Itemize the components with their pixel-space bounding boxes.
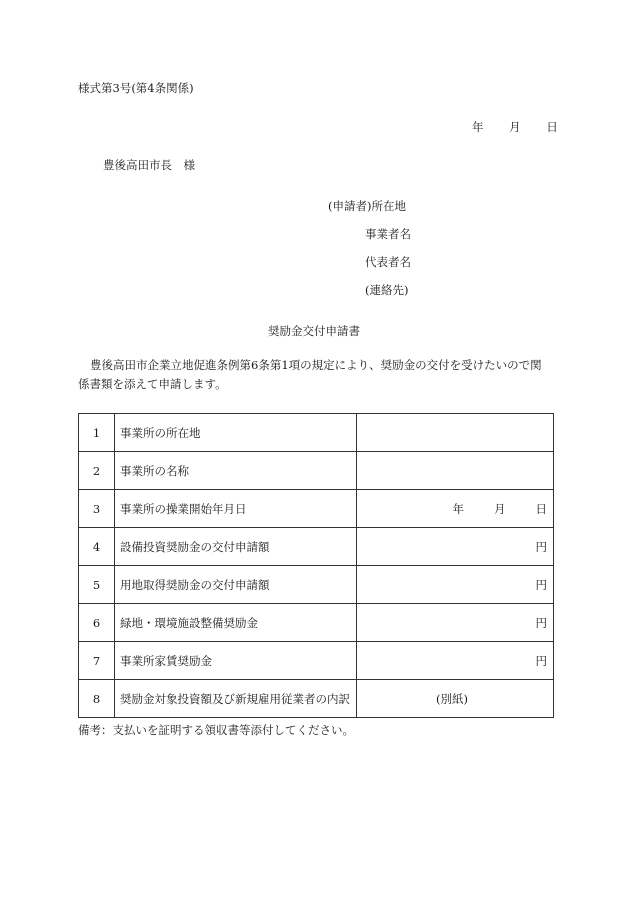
addressee: 豊後高田市長 様: [103, 158, 195, 172]
row-item: 事業所の名称: [115, 452, 357, 490]
date-day: 日: [546, 120, 558, 134]
date-month: 月: [494, 501, 506, 516]
row-number: 2: [79, 452, 115, 490]
business-name-label: 事業者名: [365, 227, 411, 241]
row-number: 4: [79, 528, 115, 566]
row-value-field[interactable]: [357, 452, 554, 490]
row-number: 7: [79, 642, 115, 680]
date-month: 月: [509, 120, 521, 134]
row-number: 3: [79, 490, 115, 528]
row-item: 設備投資奨励金の交付申請額: [115, 528, 357, 566]
row-item: 事業所の操業開始年月日: [115, 490, 357, 528]
row-number: 8: [79, 680, 115, 718]
table-row: [79, 604, 554, 642]
table-row: [79, 452, 554, 490]
row-value-field[interactable]: 円: [357, 566, 554, 604]
row-date-field[interactable]: [357, 490, 554, 528]
date-year: 年: [472, 120, 484, 134]
table-row: [79, 680, 554, 718]
date-year: 年: [452, 501, 464, 516]
contact-label: (連絡先): [365, 283, 409, 297]
table-row: [79, 490, 554, 528]
row-value-field[interactable]: (別紙): [357, 680, 554, 718]
representative-label: 代表者名: [365, 255, 411, 269]
row-item: 奨励金対象投資額及び新規雇用従業者の内訳: [115, 680, 357, 718]
table-row: [79, 642, 554, 680]
form-number: 様式第3号(第4条関係): [78, 81, 194, 95]
row-value-field[interactable]: 円: [357, 642, 554, 680]
table-row: [79, 528, 554, 566]
row-value-field[interactable]: 円: [357, 604, 554, 642]
row-item: 事業所の所在地: [115, 414, 357, 452]
remarks-note: 備考：支払いを証明する領収書等添付してください。: [78, 723, 354, 737]
row-value-field[interactable]: 円: [357, 528, 554, 566]
row-value-field[interactable]: [357, 414, 554, 452]
application-table: [78, 413, 554, 718]
date-day: 日: [535, 501, 547, 516]
body-text: 豊後高田市企業立地促進条例第6条第1項の規定により、奨励金の交付を受けたいので関係書類を添えて申請します。: [78, 358, 542, 391]
row-number: 6: [79, 604, 115, 642]
row-item: 事業所家賃奨励金: [115, 642, 357, 680]
row-item: 用地取得奨励金の交付申請額: [115, 566, 357, 604]
table-row: [79, 566, 554, 604]
row-item: 緑地・環境施設整備奨励金: [115, 604, 357, 642]
applicant-address-label: (申請者)所在地: [328, 199, 406, 213]
row-number: 5: [79, 566, 115, 604]
row-number: 1: [79, 414, 115, 452]
table-row: [79, 414, 554, 452]
document-title: 奨励金交付申請書: [268, 324, 360, 338]
application-date: [472, 119, 558, 135]
